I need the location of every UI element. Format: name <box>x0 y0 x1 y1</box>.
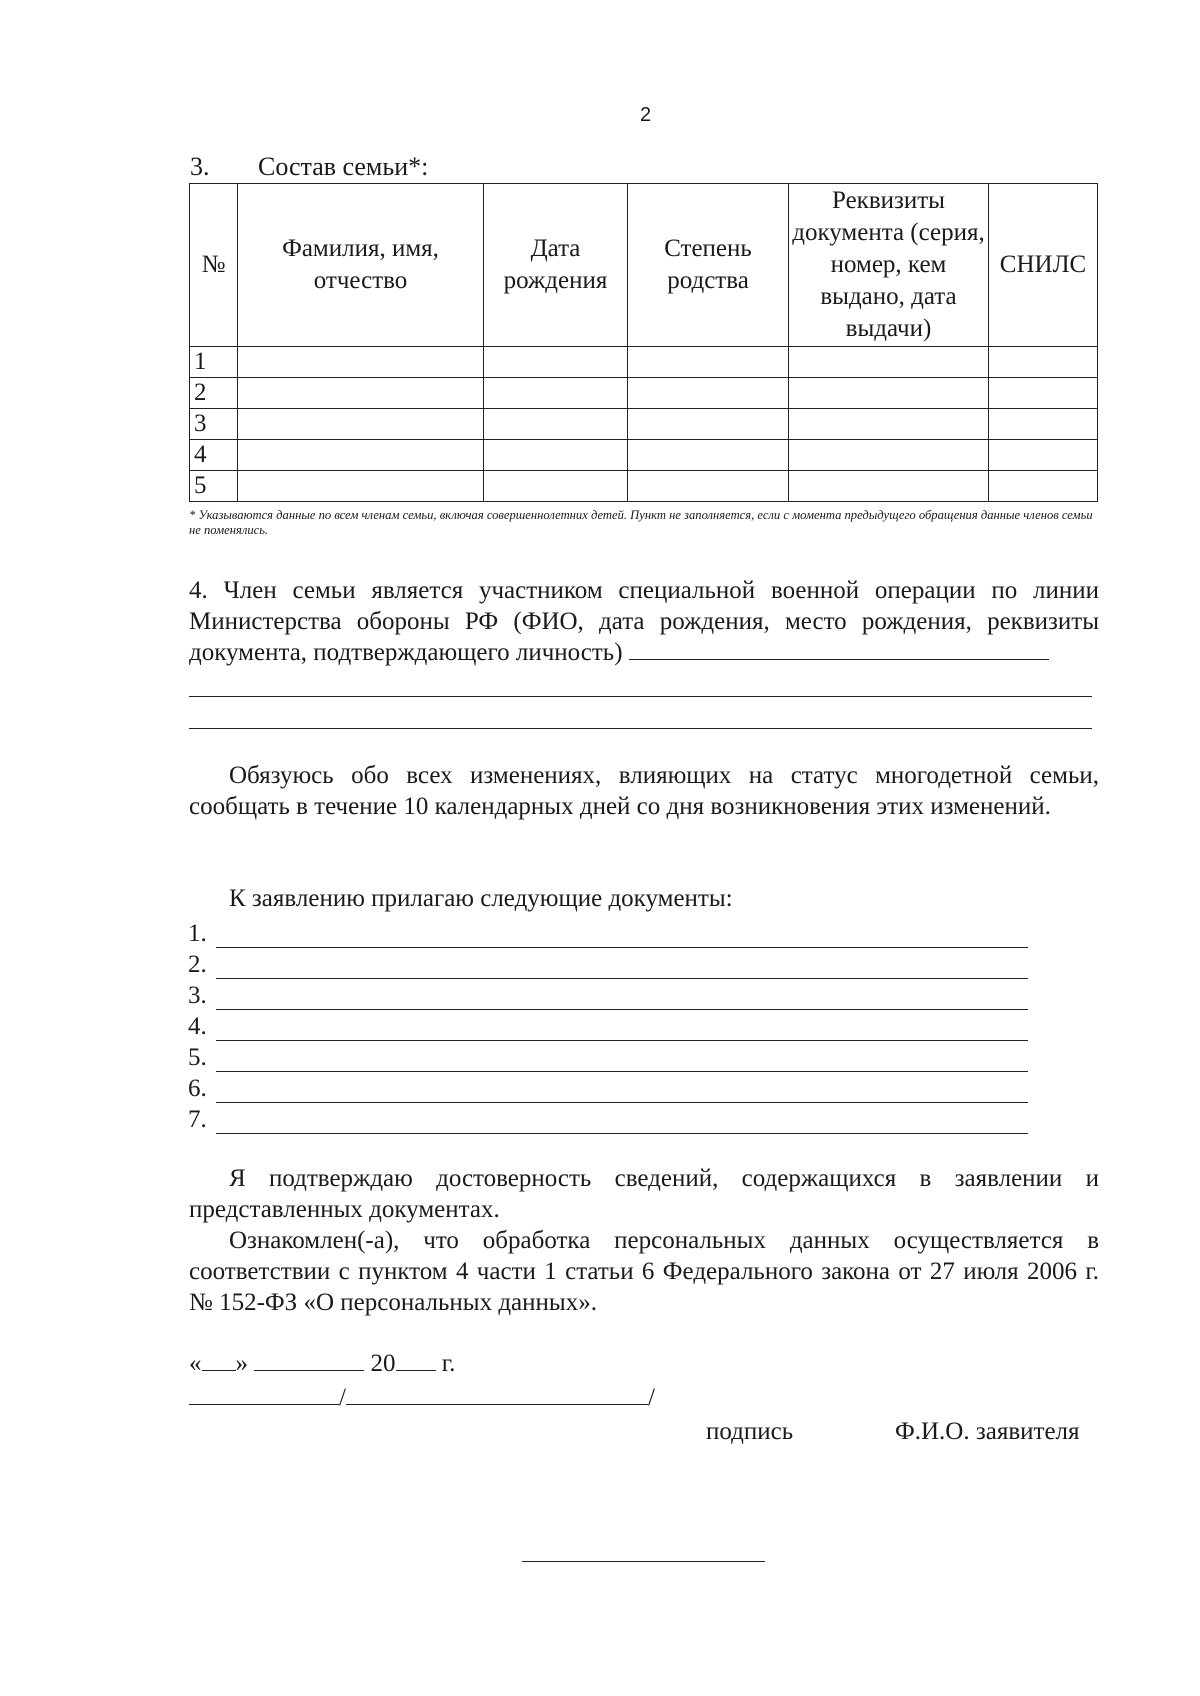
header-relationship: Степень родства <box>628 184 789 347</box>
table-row <box>190 471 1098 502</box>
section-3-number: 3. <box>190 152 210 181</box>
document-item-line[interactable] <box>216 978 1028 979</box>
table-row <box>190 347 1098 378</box>
header-full-name: Фамилия, имя, отчество <box>238 184 484 347</box>
name-cell[interactable] <box>238 471 484 502</box>
section-4-text: 4. Член семьи является участником специальной военной операции по линии Министерства обороны РФ (ФИО, дата рождения, место рождения, реквизиты документа, подтверждающего личность) <box>189 577 1099 666</box>
snils-cell[interactable] <box>989 409 1098 440</box>
section-4-answer-line-2[interactable] <box>189 696 1092 697</box>
section-3-heading <box>190 152 428 182</box>
obligation-paragraph: Обязуюсь обо всех изменениях, влияющих на статус многодетной семьи, сообщать в течение 10 календарных дней со дня возникновения этих изменений. <box>189 762 1099 820</box>
month-blank[interactable] <box>254 1348 364 1371</box>
document-item-number: 7. <box>188 1106 207 1133</box>
family-composition-table <box>189 183 1098 502</box>
page-number: 2 <box>640 104 652 126</box>
birth-date-cell[interactable] <box>484 440 628 471</box>
document-item[interactable] <box>188 1106 1028 1136</box>
applicant-name-label: Ф.И.О. заявителя <box>895 1418 1080 1445</box>
document-cell[interactable] <box>789 440 989 471</box>
signature-blank[interactable] <box>189 1382 339 1405</box>
birth-date-cell[interactable] <box>484 378 628 409</box>
birth-date-cell[interactable] <box>484 409 628 440</box>
birth-date-cell[interactable] <box>484 347 628 378</box>
relationship-cell[interactable] <box>628 440 789 471</box>
document-item-line[interactable] <box>216 947 1028 948</box>
row-number: 1 <box>190 347 238 378</box>
document-item-number: 6. <box>188 1075 207 1102</box>
document-cell[interactable] <box>789 409 989 440</box>
snils-cell[interactable] <box>989 378 1098 409</box>
section-4-paragraph <box>189 575 1099 668</box>
document-cell[interactable] <box>789 347 989 378</box>
table-header-row <box>190 184 1098 347</box>
section-4-answer-line-3[interactable] <box>189 728 1092 729</box>
bottom-rule <box>522 1561 765 1562</box>
date-close-quote: » <box>235 1350 248 1377</box>
document-item[interactable] <box>188 1013 1028 1043</box>
relationship-cell[interactable] <box>628 347 789 378</box>
name-cell[interactable] <box>238 409 484 440</box>
row-number: 3 <box>190 409 238 440</box>
snils-cell[interactable] <box>989 471 1098 502</box>
row-number: 4 <box>190 440 238 471</box>
header-snils: СНИЛС <box>989 184 1098 347</box>
header-birth-date: Дата рождения <box>484 184 628 347</box>
row-number: 2 <box>190 378 238 409</box>
document-item[interactable] <box>188 982 1028 1012</box>
year-suffix: г. <box>441 1350 456 1377</box>
document-item[interactable] <box>188 1044 1028 1074</box>
signature-label: подпись <box>706 1418 794 1445</box>
snils-cell[interactable] <box>989 440 1098 471</box>
document-item-line[interactable] <box>216 1009 1028 1010</box>
relationship-cell[interactable] <box>628 409 789 440</box>
document-cell[interactable] <box>789 471 989 502</box>
document-item-line[interactable] <box>216 1071 1028 1072</box>
year-blank[interactable] <box>396 1348 436 1371</box>
document-item-line[interactable] <box>216 1040 1028 1041</box>
table-row <box>190 440 1098 471</box>
name-cell[interactable] <box>238 347 484 378</box>
signature-separator: / <box>339 1384 346 1411</box>
year-prefix: 20 <box>370 1350 396 1377</box>
documents-intro: К заявлению прилагаю следующие документы: <box>229 885 733 912</box>
row-number: 5 <box>190 471 238 502</box>
document-item-number: 3. <box>188 982 207 1009</box>
date-field <box>189 1348 455 1378</box>
consent-paragraph: Ознакомлен(-а), что обработка персональных данных осуществляется в соответствии с пунктом 4 части 1 статьи 6 Федерального закона от 27 июля 2006 г. № 152-ФЗ «О персональных данных». <box>189 1227 1099 1316</box>
document-cell[interactable] <box>789 378 989 409</box>
document-item[interactable] <box>188 951 1028 981</box>
document-item-number: 1. <box>188 920 207 947</box>
name-blank[interactable] <box>346 1382 648 1405</box>
signature-line <box>189 1382 655 1412</box>
date-open-quote: « <box>189 1350 202 1377</box>
table-row <box>190 378 1098 409</box>
name-cell[interactable] <box>238 440 484 471</box>
confirmation-paragraph: Я подтверждаю достоверность сведений, содержащихся в заявлении и представленных документах. <box>189 1165 1099 1223</box>
document-item-line[interactable] <box>216 1133 1028 1134</box>
snils-cell[interactable] <box>989 347 1098 378</box>
document-item-line[interactable] <box>216 1102 1028 1103</box>
signature-separator-end: / <box>647 1384 655 1411</box>
day-blank[interactable] <box>202 1348 236 1371</box>
header-number: № <box>190 184 238 347</box>
section-4-answer-line-1[interactable] <box>629 637 1049 660</box>
document-item-number: 2. <box>188 951 207 978</box>
document-item-number: 5. <box>188 1044 207 1071</box>
document-item[interactable] <box>188 1075 1028 1105</box>
document-item-number: 4. <box>188 1013 207 1040</box>
table-footnote: * Указываются данные по всем членам семьи, включая совершеннолетних детей. Пункт не заполняется, если с момента предыдущего обращения данные членов семьи не поменялись. <box>189 508 1093 537</box>
name-cell[interactable] <box>238 378 484 409</box>
header-document-details: Реквизиты документа (серия, номер, кем выдано, дата выдачи) <box>789 184 989 347</box>
birth-date-cell[interactable] <box>484 471 628 502</box>
document-item[interactable] <box>188 920 1028 950</box>
section-3-title: Состав семьи*: <box>258 152 429 181</box>
relationship-cell[interactable] <box>628 378 789 409</box>
relationship-cell[interactable] <box>628 471 789 502</box>
table-row <box>190 409 1098 440</box>
